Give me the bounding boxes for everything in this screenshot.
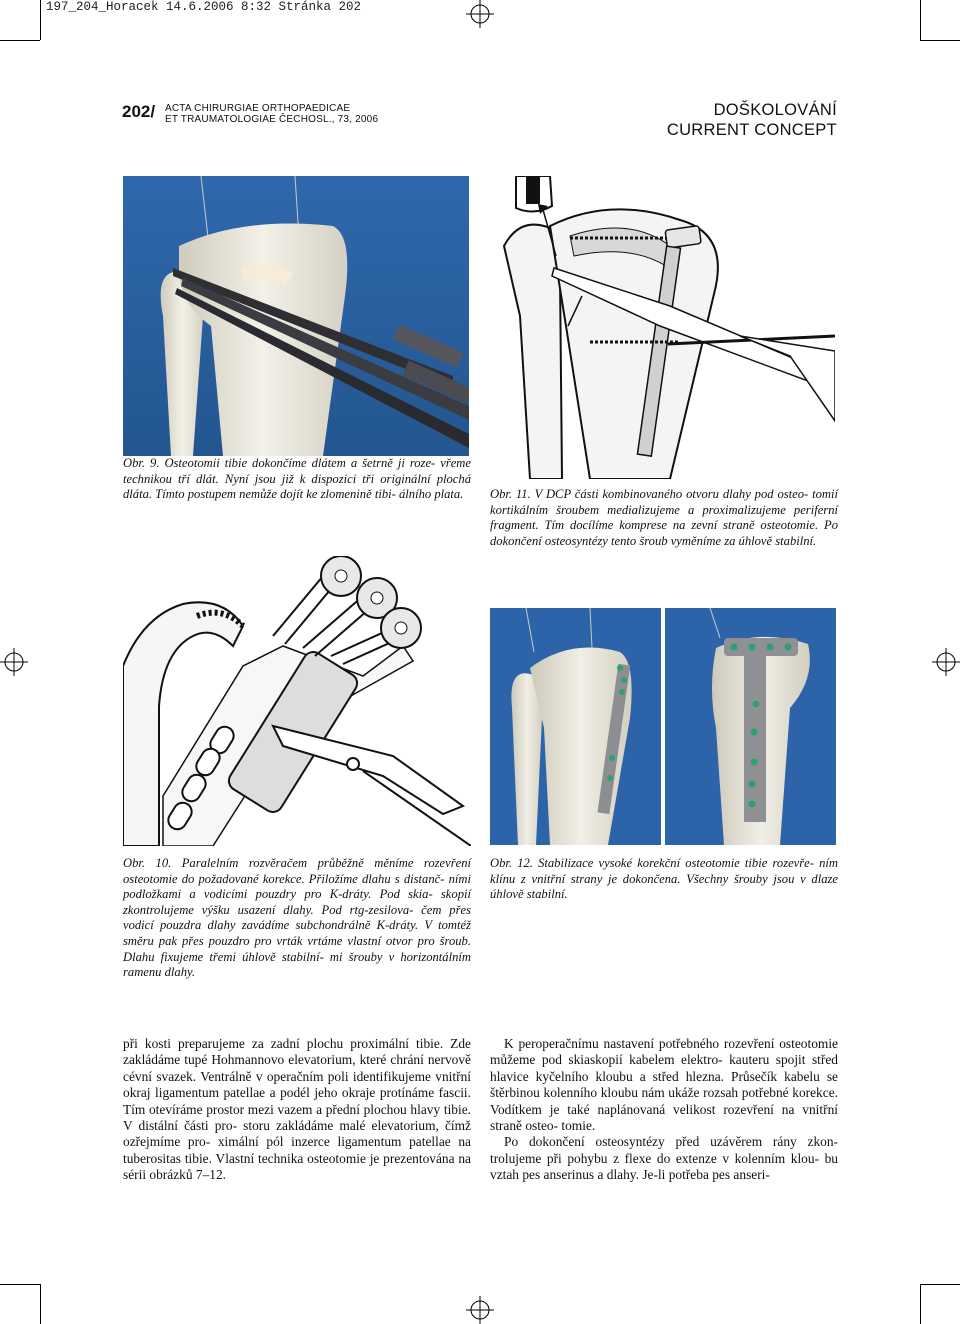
figure-11-drawing — [490, 176, 835, 479]
figure-10-drawing — [123, 556, 471, 846]
journal-title-line2: ET TRAUMATOLOGIAE ČECHOSL., 73, 2006 — [165, 114, 379, 125]
registration-mark-top — [466, 0, 494, 28]
crop-line-top-right — [920, 40, 960, 41]
crop-line-bottom-right — [920, 1284, 960, 1285]
body-right-paragraph-1: K peroperačnímu nastavení potřebného rozevření osteotomie můžeme pod skiaskopií kabelem elektro- kauteru spojit střed hlavice kyčelního kloubu a střed hlezna. Průsečík kabelu se štěrbinou kolenního kloubu nám ukáže rozsah potřebné korekce. Vodítkem je také naplánovaná velikost rozevření na vnitřní straně osteo- tomie. — [490, 1036, 838, 1134]
journal-title — [165, 103, 378, 125]
registration-mark-bottom — [466, 1296, 494, 1324]
section-title-line2: CURRENT CONCEPT — [666, 121, 837, 139]
body-left-column — [123, 1036, 471, 1184]
figure-9-caption: Obr. 9. Osteotomii tibie dokončíme dlátem a šetrně ji roze- vřeme technikou tří dlát. Nyní jsou již k dispozici tři originální plochá dláta. Tímto postupem nemůže dojít ke zlomenině tibi- álního plata. — [123, 456, 471, 502]
body-left-paragraph: při kosti preparujeme za zadní plochu proximální tibie. Zde zakládáme tupé Hohmannovo elevatorium, které chrání nervově cévní svazek. Ventrálně v operačním poli identifikujeme vnitřní okraj ligamentum patellae a podél jeho okraje protínáme fascii. Tím otevíráme prostor mezi vazem a přední plochou hlavy tibie. V distální části pro- storu zakládáme malé elevatorium, čímž ozřejmíme pro- ximální pól inzerce ligamentum patellae na tuberositas tibie. Vlastní technika osteotomie je prezentována na sérii obrázků 7–12. — [123, 1036, 471, 1183]
crop-line-top-left-v — [40, 0, 41, 40]
section-title-line1: DOŠKOLOVÁNÍ — [713, 101, 837, 119]
figure-12-photo — [490, 608, 836, 845]
print-slug: 197_204_Horacek 14.6.2006 8:32 Stránka 202 — [46, 0, 362, 14]
crop-line-bottom-left — [0, 1284, 40, 1285]
crop-line-bottom-left-v — [40, 1284, 41, 1324]
body-right-column — [490, 1036, 838, 1184]
registration-mark-right — [932, 648, 960, 676]
crop-line-top-left — [0, 40, 40, 41]
page-number: 202/ — [122, 102, 156, 121]
crop-line-top-right-v — [920, 0, 921, 40]
journal-title-line1: ACTA CHIRURGIAE ORTHOPAEDICAE — [165, 103, 351, 114]
figure-12-caption: Obr. 12. Stabilizace vysoké korekční osteotomie tibie rozevře- ním klínu z vnitřní strany je dokončena. Všechny šrouby jsou v dlaze úhlově stabilní. — [490, 856, 838, 902]
figure-10-caption: Obr. 10. Paralelním rozvěračem průběžně měníme rozevření osteotomie do požadované korekce. Přiložíme dlahu s distanč- ními podložkami a vodicími pouzdry pro K-dráty. Pod skia- skopií zkontrolujeme výšku usazení dlahy. Pod rtg-zesilova- čem přes vodicí pouzdra dlahy zavádíme subchondrálně K-dráty. V tomtéž směru pak přes pouzdro pro vrták vrtáme vlastní otvor pro šroub. Dlahu fixujeme třemi úhlově stabilní- mi šrouby v horizontálním ramenu dlahy. — [123, 856, 471, 980]
body-right-paragraph-2: Po dokončení osteosyntézy před uzávěrem rány zkon- trolujeme při pohybu z flexe do extenze v kolenním klou- bu vztah pes anserinus a dlahy. Je-li potřeba pes anseri- — [490, 1134, 838, 1183]
crop-line-bottom-right-v — [920, 1284, 921, 1324]
section-title — [667, 100, 837, 140]
figure-9-photo — [123, 176, 469, 456]
registration-mark-left — [0, 648, 28, 676]
figure-11-caption: Obr. 11. V DCP části kombinovaného otvoru dlahy pod osteo- tomií kortikálním šroubem medializujeme a proximalizujeme periferní fragment. Tím docílíme komprese na zevní straně osteotomie. Po dokončení osteosyntézy tento šroub vyměníme za úhlově stabilní. — [490, 487, 838, 548]
